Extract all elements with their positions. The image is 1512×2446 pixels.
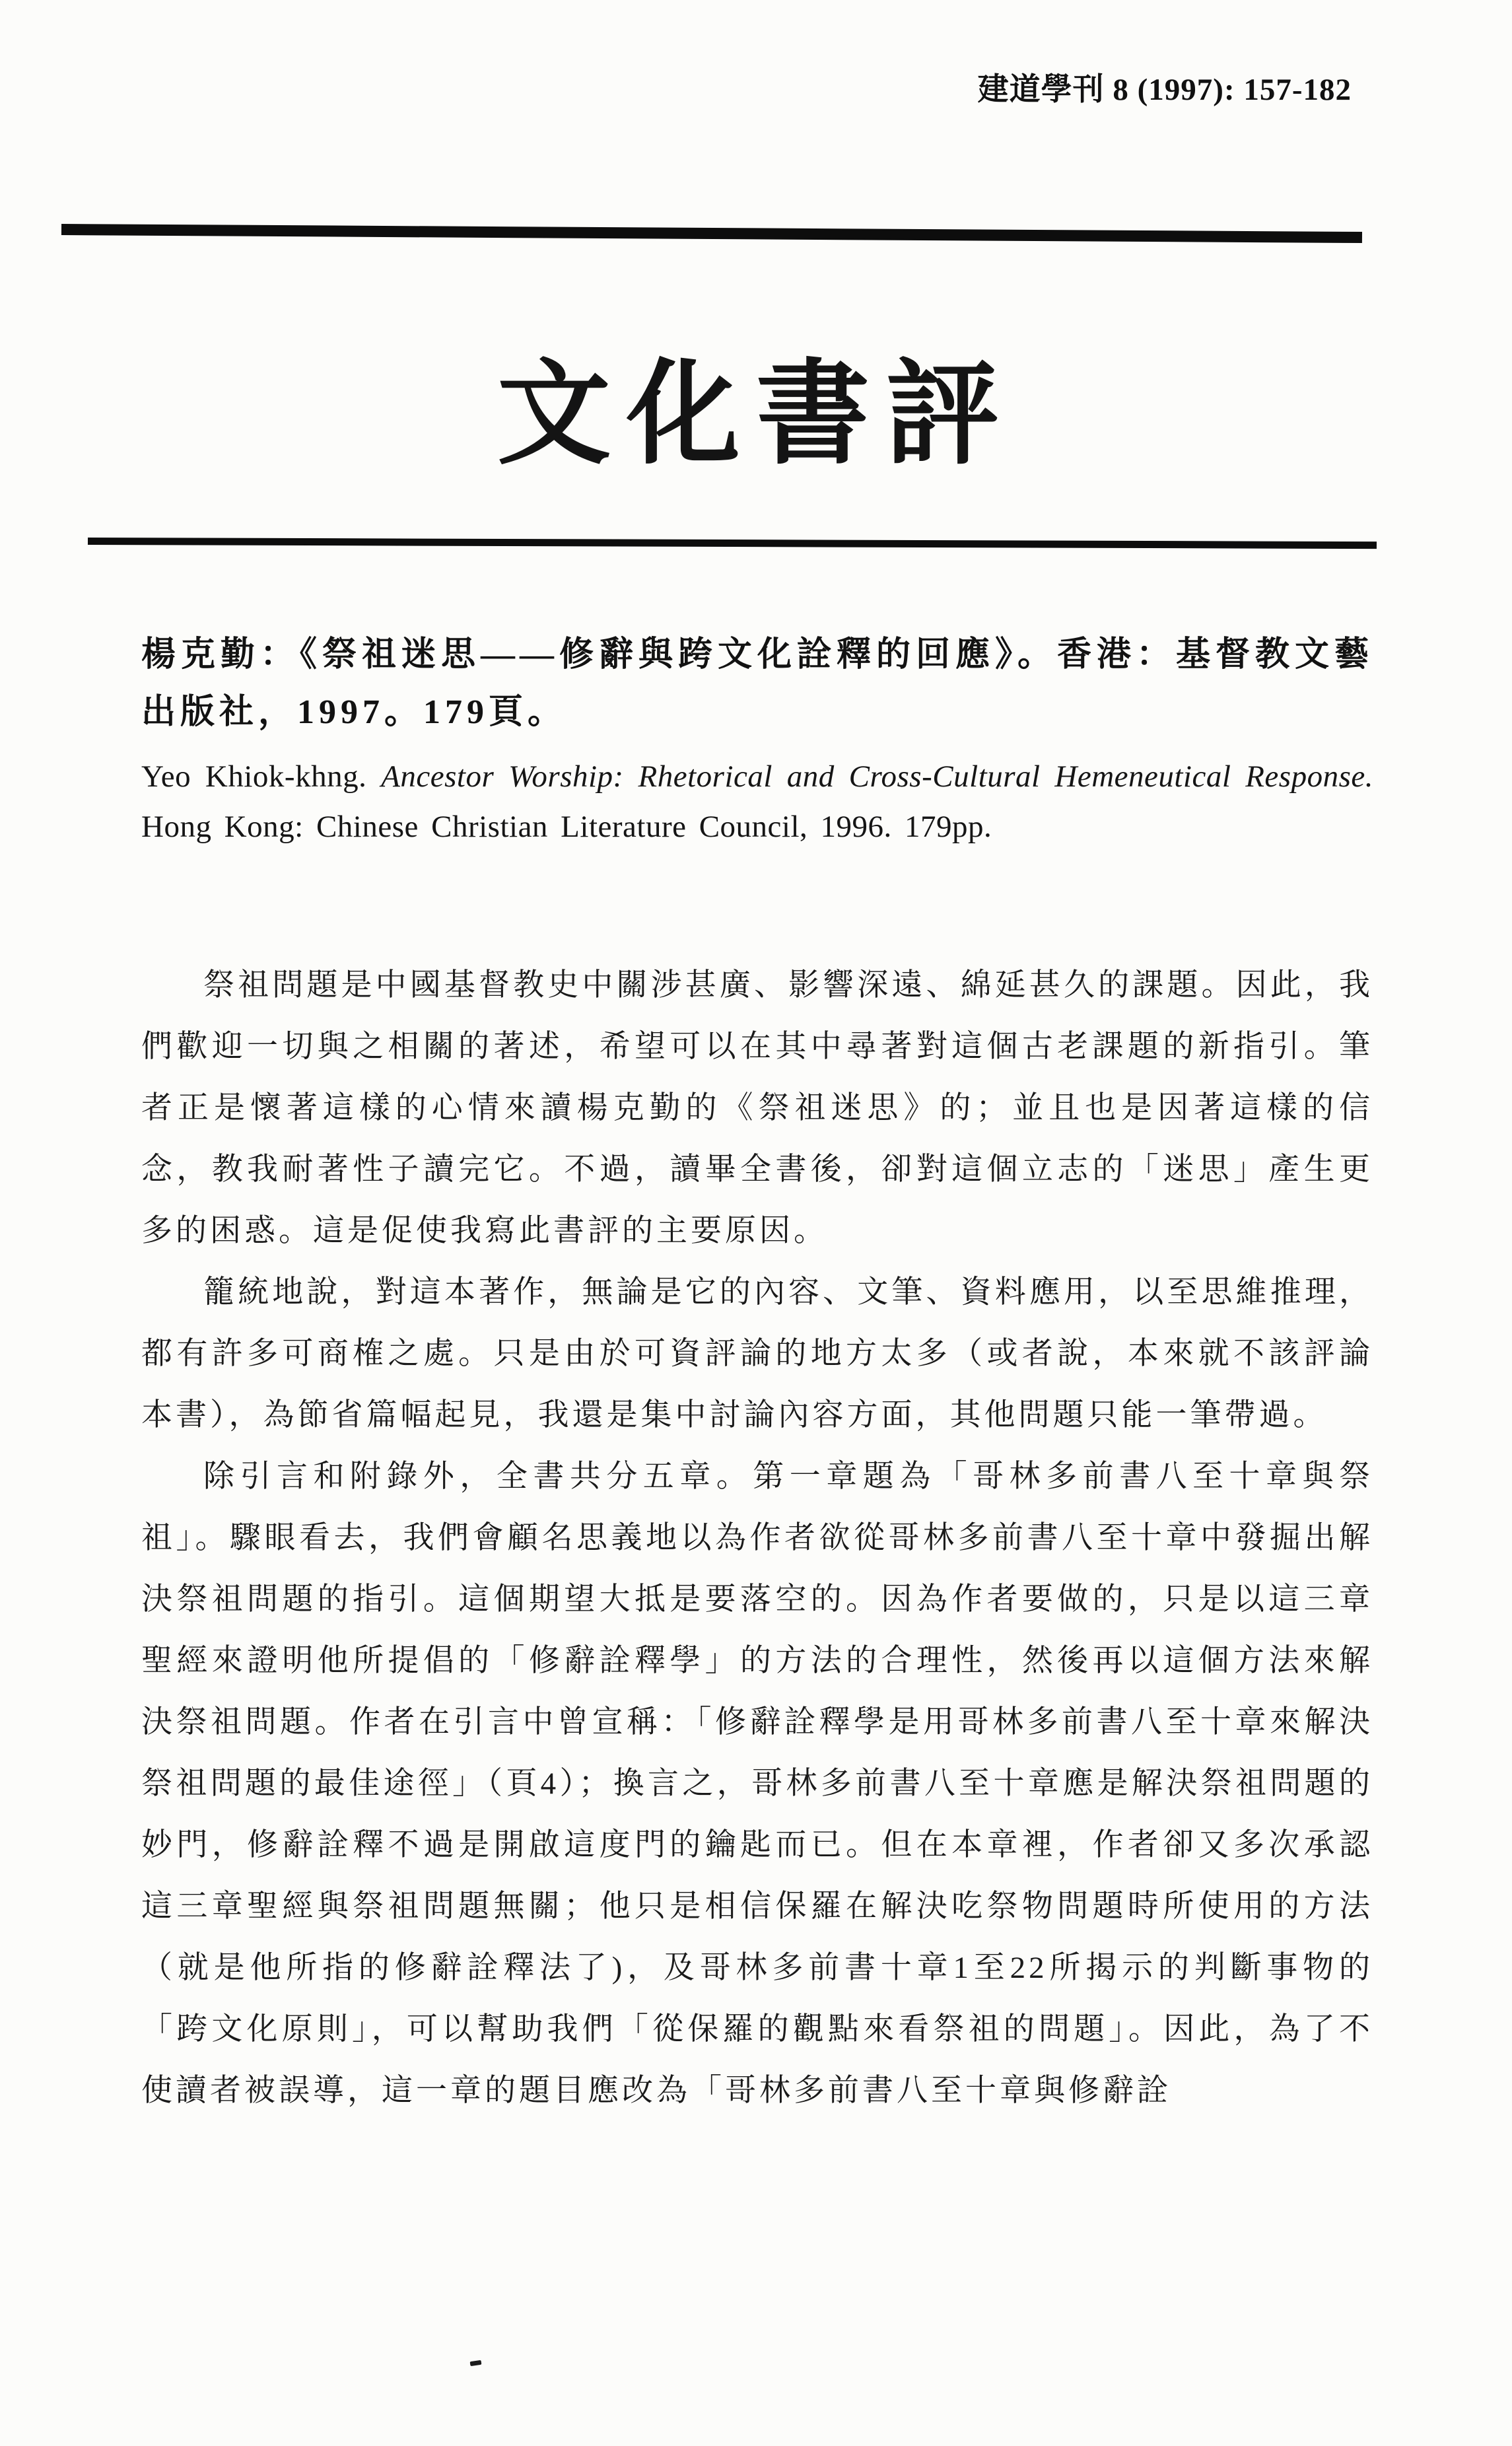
page-title: 文化書評 [497, 351, 1015, 477]
scan-artifact-speck [470, 2360, 482, 2366]
header-rule [61, 224, 1362, 243]
review-paragraph-2: 籠統地說，對這本著作，無論是它的內容、文筆、資料應用，以至思維推理，都有許多可商榷之處。只是由於可資評論的地方太多（或者說，本來就不該評論本書），為節省篇幅起見，我還是集中討論內容方面，其他問題只能一筆帶過。 [141, 1275, 1373, 1432]
bibliography-block [141, 626, 1373, 852]
bibliography-chinese: 楊克勤：《祭祖迷思——修辭與跨文化詮釋的回應》。香港：基督教文藝出版社，1997。179頁。 [141, 636, 1373, 731]
bibliography-english-author: Yeo Khiok-khng. [141, 759, 382, 794]
bibliography-english [141, 751, 1373, 852]
bibliography-english-publisher: Hong Kong: Chinese Christian Literature Council, 1996. 179pp. [141, 810, 992, 844]
journal-citation: 建道學刊 8 (1997): 157-182 [977, 73, 1352, 107]
review-paragraph-3: 除引言和附錄外，全書共分五章。第一章題為「哥林多前書八至十章與祭祖」。驟眼看去，我們會顧名思義地以為作者欲從哥林多前書八至十章中發掘出解決祭祖問題的指引。這個期望大抵是要落空的。因為作者要做的，只是以這三章聖經來證明他所提倡的「修辭詮釋學」的方法的合理性，然後再以這個方法來解決祭祖問題。作者在引言中曾宣稱：「修辭詮釋學是用哥林多前書八至十章來解決祭祖問題的最佳途徑」（頁4）；換言之，哥林多前書八至十章應是解決祭祖問題的妙門，修辭詮釋不過是開啟這度門的鑰匙而已。但在本章裡，作者卻又多次承認這三章聖經與祭祖問題無關；他只是相信保羅在解決吃祭物問題時所使用的方法（就是他所指的修辭詮釋法了)，及哥林多前書十章1至22所揭示的判斷事物的「跨文化原則」，可以幫助我們「從保羅的觀點來看祭祖的問題」。因此，為了不使讀者被誤導，這一章的題目應改為「哥林多前書八至十章與修辭詮 [141, 1459, 1373, 2108]
review-body [141, 955, 1373, 2122]
bibliography-english-book-title: Ancestor Worship: Rhetorical and Cross-Cultural Hemeneutical Response. [381, 759, 1373, 794]
review-paragraph-1: 祭祖問題是中國基督教史中關涉甚廣、影響深遠、綿延甚久的課題。因此，我們歡迎一切與之相關的著述，希望可以在其中尋著對這個古老課題的新指引。筆者正是懷著這樣的心情來讀楊克勤的《祭祖迷思》的；並且也是因著這樣的信念，教我耐著性子讀完它。不過，讀畢全書後，卻對這個立志的「迷思」產生更多的困惑。這是促使我寫此書評的主要原因。 [141, 968, 1373, 1248]
title-rule [88, 538, 1377, 549]
